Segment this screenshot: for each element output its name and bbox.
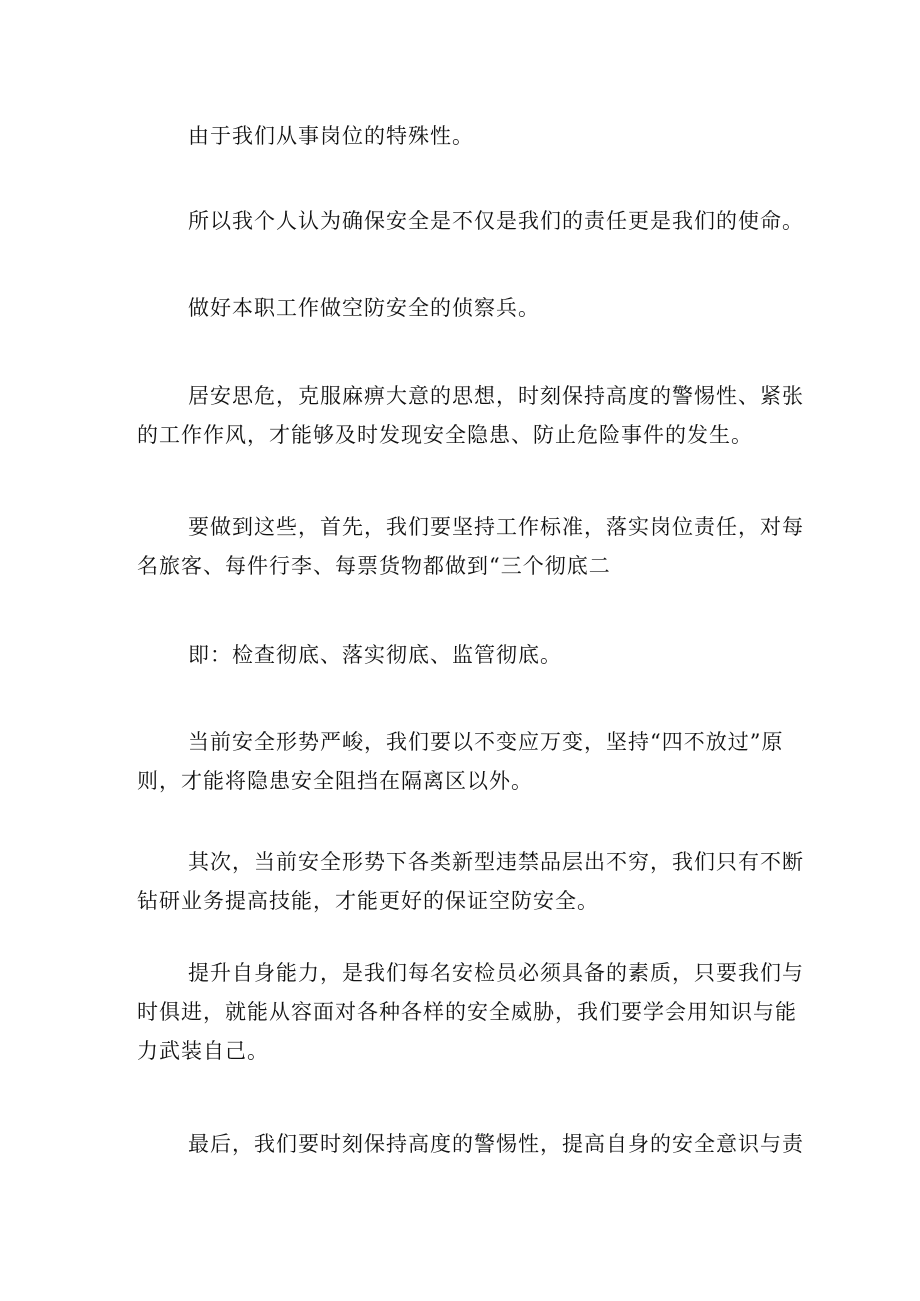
- paragraph-7: [137, 723, 797, 801]
- text-line: 当前安全形势严峻，我们要以不变应万变，坚持“四不放过”原: [188, 730, 784, 754]
- text-line: 居安思危，克服麻痹大意的思想，时刻保持高度的警惕性、紧张: [188, 384, 804, 408]
- text-line: 其次，当前安全形势下各类新型违禁品层出不穷，我们只有不断: [188, 850, 804, 874]
- text-line: 钻研业务提高技能，才能更好的保证空防安全。: [137, 889, 599, 913]
- text-line: 即：检查彻底、落实彻底、监管彻底。: [188, 643, 562, 667]
- paragraph-5: [137, 508, 804, 586]
- paragraph-4: [137, 377, 804, 455]
- paragraph-3: [137, 289, 797, 328]
- paragraph-1: [137, 117, 797, 156]
- paragraph-10: [137, 1125, 804, 1164]
- text-line: 要做到这些，首先，我们要坚持工作标准，落实岗位责任，对每: [188, 515, 804, 539]
- text-line: 提升自身能力，是我们每名安检员必须具备的素质，只要我们与: [188, 961, 804, 985]
- paragraph-9: [137, 954, 804, 1071]
- paragraph-6: [137, 636, 797, 675]
- text-line: 做好本职工作做空防安全的侦察兵。: [188, 296, 540, 320]
- text-line: 名旅客、每件行李、每票货物都做到“三个彻底二: [137, 554, 611, 578]
- paragraph-2: [137, 202, 804, 241]
- text-line: 的工作作风，才能够及时发现安全隐患、防止危险事件的发生。: [137, 423, 753, 447]
- paragraph-8: [137, 843, 804, 921]
- text-line: 时俱进，就能从容面对各种各样的安全威胁，我们要学会用知识与能: [137, 1000, 797, 1024]
- text-line: 最后，我们要时刻保持高度的警惕性，提高自身的安全意识与责: [188, 1132, 804, 1156]
- text-line: 则，才能将隐患安全阻挡在隔离区以外。: [137, 769, 533, 793]
- text-line: 力武装自己。: [137, 1039, 269, 1063]
- text-line: 由于我们从事岗位的特殊性。: [188, 124, 474, 148]
- text-line: 所以我个人认为确保安全是不仅是我们的责任更是我们的使命。: [188, 209, 804, 233]
